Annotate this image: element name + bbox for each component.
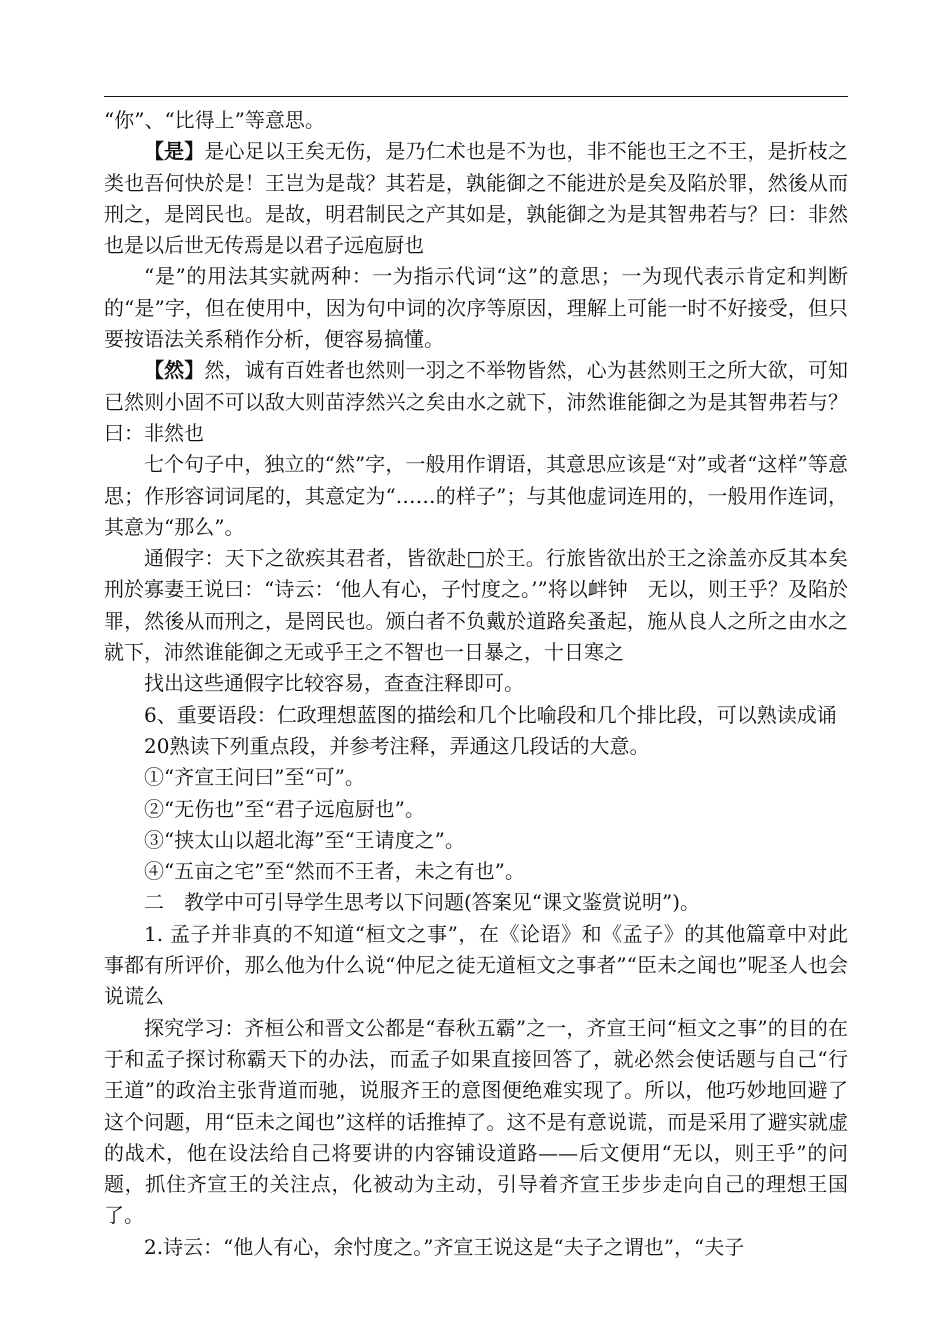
body-paragraph [104,887,848,918]
paragraph-text: 通假字：天下之欲疾其君者，皆欲赴□於王。行旅皆欲出於王之涂盖亦反其本矣刑於寡妻王说曰：“诗云：‘他人有心，子忖度之。’”将以衅钟 无以，则王乎？及陷於罪，然後从而刑之，是罔民也。颁白者不负戴於道路矣蚤起，施从良人之所之由水之就下，沛然谁能御之无或乎王之不智也一日暴之，十日寒之 [104,546,848,665]
paragraph-text: 探究学习：齐桓公和晋文公都是“春秋五霸”之一，齐宣王问“桓文之事”的目的在于和孟子探讨称霸天下的办法，而孟子如果直接回答了，就必然会使话题与自己“行王道”的政治主张背道而驰，说服齐王的意图便绝难实现了。所以，他巧妙地回避了这个问题，用“臣未之闻也”这样的话推掉了。这不是有意说谎，而是采用了避实就虚的战术，他在设法给自己将要讲的内容铺设道路——后文便用“无以，则王乎”的问题，抓住齐宣王的关注点，化被动为主动，引导着齐宣王步步走向自己的理想王国了。 [104,1015,848,1228]
paragraph-text: 七个句子中，独立的“然”字，一般用作谓语，其意思应该是“对”或者“这样”等意思；作形容词词尾的，其意定为“……的样子”；与其他虚词连用的，一般用作连词，其意为“那么”。 [104,452,848,539]
paragraph-text: ③“挟太山以超北海”至“王请度之”。 [144,827,465,852]
term-tag: 【然】 [144,358,205,383]
paragraph-text: “你”、“比得上”等意思。 [104,108,325,132]
paragraph-text: 然，诚有百姓者也然则一羽之不举物皆然，心为甚然则王之所大欲，可知已然则小固不可以敌大则苗浡然兴之矣由水之就下，沛然谁能御之为是其智弗若与？曰：非然也 [104,358,849,445]
body-paragraph [104,762,848,793]
body-paragraph [104,543,848,668]
paragraph-text: ②“无伤也”至“君子远庖厨也”。 [144,796,425,821]
body-paragraph [104,794,848,825]
paragraph-text: 二 教学中可引导学生思考以下问题(答案见“课文鉴赏说明”)。 [144,890,701,915]
body-paragraph [104,856,848,887]
paragraph-text: “是”的用法其实就两种：一为指示代词“这”的意思；一为现代表示肯定和判断的“是”字，但在使用中，因为句中词的次序等原因，理解上可能一时不好接受，但只要按语法关系稍作分析，便容易搞懂。 [104,264,848,352]
paragraph-text: 2.诗云：“他人有心，余忖度之。”齐宣王说这是“夫子之谓也”，“夫子 [144,1234,745,1259]
paragraph-text: 6、重要语段：仁政理想蓝图的描绘和几个比喻段和几个排比段，可以熟读成诵 [144,702,837,727]
header-rule [104,96,848,97]
body-paragraph [104,825,848,856]
body-paragraph [104,105,848,136]
paragraph-text: 找出这些通假字比较容易，查查注释即可。 [144,671,524,696]
body-paragraph [104,700,848,731]
body-paragraph [104,355,848,449]
body-paragraph [104,919,848,1013]
paragraph-text: 1. 孟子并非真的不知道“桓文之事”，在《论语》和《孟子》的其他篇章中对此事都有所评价，那么他为什么说“仲尼之徒无道桓文之事者”“臣未之闻也”呢圣人也会说谎么 [104,921,848,1009]
term-tag: 【是】 [144,139,205,164]
body-paragraph [104,136,848,261]
body-paragraph [104,668,848,699]
paragraph-text: ④“五亩之宅”至“然而不王者，未之有也”。 [144,859,525,884]
paragraph-text: 20熟读下列重点段，并参考注释，弄通这几段话的大意。 [144,733,650,758]
body-paragraph [104,449,848,543]
body-paragraph [104,261,848,355]
paragraph-text: 是心足以王矣无伤，是乃仁术也是不为也，非不能也王之不王，是折枝之类也吾何快於是！王岂为是哉？其若是，孰能御之不能进於是矣及陷於罪，然後从而刑之，是罔民也。是故，明君制民之产其如是，孰能御之为是其智弗若与？曰：非然也是以后世无传焉是以君子远庖厨也 [104,139,849,258]
body-paragraph [104,1013,848,1232]
document-body [104,105,848,1263]
paragraph-text: ①“齐宣王问曰”至“可”。 [144,765,365,790]
body-paragraph [104,1232,848,1263]
body-paragraph [104,731,848,762]
